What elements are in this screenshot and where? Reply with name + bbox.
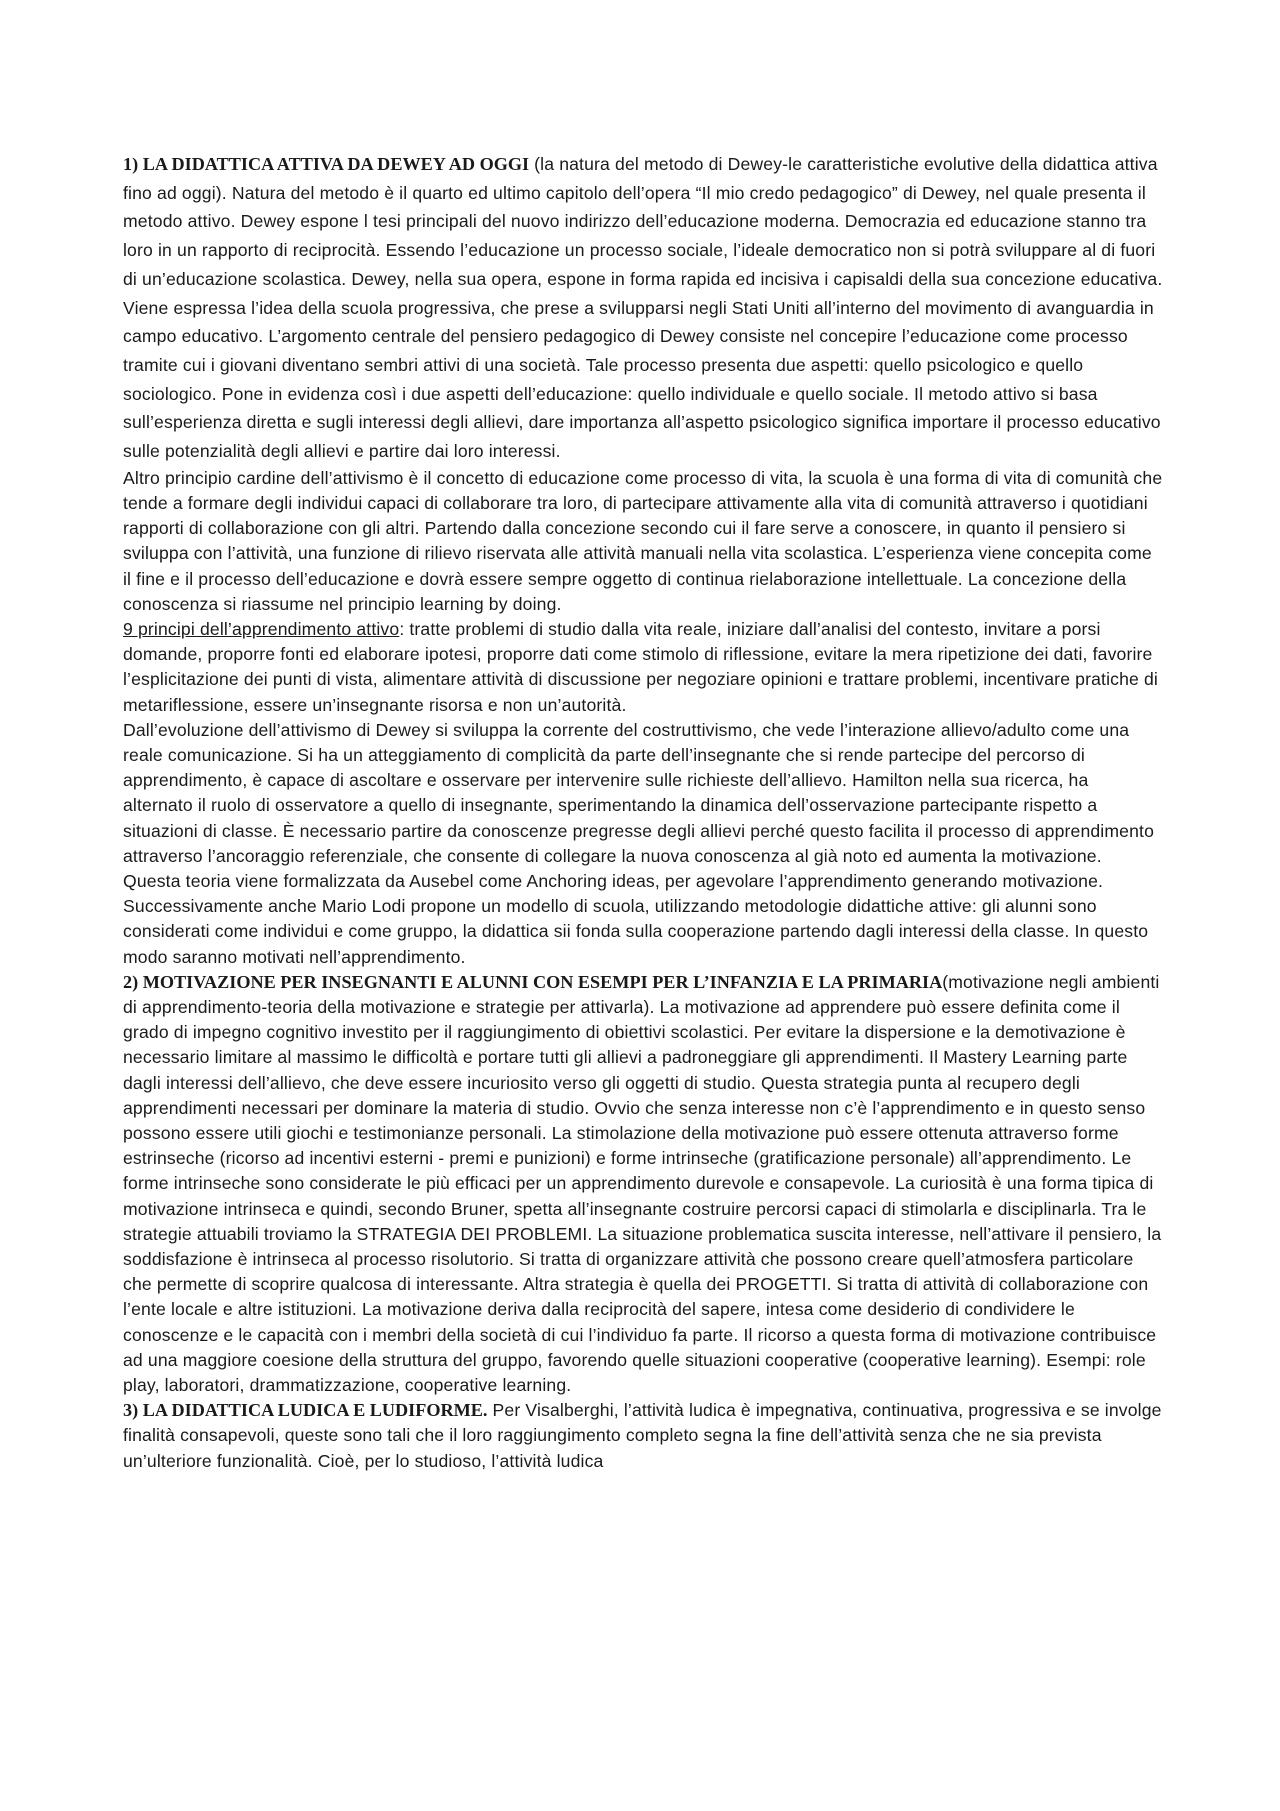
section1-paragraph2: Altro principio cardine dell’attivismo è il concetto di educazione come processo di vita, la scuola è una forma di vita di comunità che tende a formare degli individui capaci di collaborare tra loro, di partecipare attivamente alla vita di comunità attraverso i quotidiani rapporti di collaborazione con gli altri. Partendo dalla concezione secondo cui il fare serve a conoscere, in quanto il pensiero si sviluppa con l’attività, una funzione di rilievo riservata alle attività manuali nella vita scolastica. L’esperienza viene concepita come il fine e il processo dell’educazione e dovrà essere sempre oggetto di continua rielaborazione intellettuale. La concezione della conoscenza si riassume nel principio learning by doing. [123,467,1163,614]
principles-label: 9 principi dell’apprendimento attivo [123,618,400,639]
section3-heading: 3) LA DIDATTICA LUDICA E LUDIFORME. [123,1400,488,1421]
section1-heading: 1) LA DIDATTICA ATTIVA DA DEWEY AD OGGI [123,154,530,174]
section2-heading: 2) MOTIVAZIONE PER INSEGNANTI E ALUNNI CON ESEMPI PER L’INFANZIA E LA PRIMARIA [123,971,943,992]
section1-principles-paragraph [123,617,1163,718]
section2-paragraph [123,970,1163,1398]
section1-paragraph4: Dall’evoluzione dell’attivismo di Dewey si sviluppa la corrente del costruttivismo, che vede l’interazione allievo/adulto come una reale comunicazione. Si ha un atteggiamento di complicità da parte dell’insegnante che si rende partecipe del percorso di apprendimento, è capace di ascoltare e osservare per intervenire sulle richieste dell’allievo. Hamilton nella sua ricerca, ha alternato il ruolo di osservatore a quello di insegnante, sperimentando la dinamica dell’osservazione partecipante rispetto a situazioni di classe. È necessario partire da conoscenze pregresse degli allievi perché questo facilita il processo di apprendimento attraverso l’ancoraggio referenziale, che consente di collegare la nuova conoscenza al già noto ed aumenta la motivazione. Questa teoria viene formalizzata da Ausebel come Anchoring ideas, per agevolare l’apprendimento generando motivazione. Successivamente anche Mario Lodi propone un modello di scuola, utilizzando metodologie didattiche attive: gli alunni sono considerati come individui e come gruppo, la didattica sii fonda sulla cooperazione partendo dagli interessi della classe. In questo modo saranno motivati nell’apprendimento. [123,719,1155,967]
section2-text: (motivazione negli ambienti di apprendimento-teoria della motivazione e strategie per attivarla). La motivazione ad apprendere può essere definita come il grado di impegno cognitivo investito per il raggiungimento di obiettivi scolastici. Per evitare la dispersione e la demotivazione è necessario limitare al massimo le difficoltà e portare tutti gli allievi a padroneggiare gli apprendimenti. Il Mastery Learning parte dagli interessi dell’allievo, che deve essere incuriosito verso gli oggetti di studio. Questa strategia punta al recupero degli apprendimenti necessari per dominare la materia di studio. Ovvio che senza interesse non c’è l’apprendimento e in questo senso possono essere utili giochi e testimonianze personali. La stimolazione della motivazione può essere ottenuta attraverso forme estrinseche (ricorso ad incentivi esterni - premi e punizioni) e forme intrinseche (gratificazione personale) all’apprendimento. Le forme intrinseche sono considerate le più efficaci per un apprendimento durevole e consapevole. La curiosità è una forma tipica di motivazione intrinseca e quindi, secondo Bruner, spetta all’insegnante costruire percorsi capaci di stimolarla e disciplinarla. Tra le strategie attuabili troviamo la STRATEGIA DEI PROBLEMI. La situazione problematica suscita interesse, nell’attivare il pensiero, la soddisfazione è intrinseca al processo risolutorio. Si tratta di organizzare attività che possono creare quell’atmosfera particolare che permette di scoprire qualcosa di interessante. Altra strategia è quella dei PROGETTI. Si tratta di attività di collaborazione con l’ente locale e altre istituzioni. La motivazione deriva dalla reciprocità del sapere, intesa come desiderio di condividere le conoscenze e le capacità con i membri della società di cui l’individuo fa parte. Il ricorso a questa forma di motivazione contribuisce ad una maggiore coesione della struttura del gruppo, favorendo quelle situazioni cooperative (cooperative learning). Esempi: role play, laboratori, drammatizzazione, cooperative learning. [123,971,1162,1396]
section3-paragraph [123,1398,1163,1474]
section1-intro-text: (la natura del metodo di Dewey-le caratteristiche evolutive della didattica attiva fino ad oggi). Natura del metodo è il quarto ed ultimo capitolo dell’opera “Il mio credo pedagogico” di Dewey, nel quale presenta il metodo attivo. Dewey espone l tesi principali del nuovo indirizzo dell’educazione moderna. Democrazia ed educazione stanno tra loro in un rapporto di reciprocità. Essendo l’educazione un processo sociale, l’ideale democratico non si potrà sviluppare al di fuori di un’educazione scolastica. Dewey, nella sua opera, espone in forma rapida ed incisiva i capisaldi della sua concezione educativa. Viene espressa l’idea della scuola progressiva, che prese a svilupparsi negli Stati Uniti all’interno del movimento di avanguardia in campo educativo. L’argomento centrale del pensiero pedagogico di Dewey consiste nel concepire l’educazione come processo tramite cui i giovani diventano sembri attivi di una società. Tale processo presenta due aspetti: quello psicologico e quello sociologico. Pone in evidenza così i due aspetti dell’educazione: quello individuale e quello sociale. Il metodo attivo si basa sull’esperienza diretta e sugli interessi degli allievi, dare importanza all’aspetto psicologico significa importare il processo educativo sulle potenzialità degli allievi e partire dai loro interessi. [123,154,1163,462]
document-body [123,150,1163,1474]
principles-text: : tratte problemi di studio dalla vita reale, iniziare dall’analisi del contesto, invitare a porsi domande, proporre fonti ed elaborare ipotesi, proporre dati come stimolo di riflessione, evitare la mera ripetizione dei dati, favorire l’esplicitazione dei punti di vista, alimentare attività di discussione per negoziare opinioni e trattare problemi, incentivare pratiche di metariflessione, essere un’insegnante risorsa e non un’autorità. [123,618,1158,715]
section3-text: Per Visalberghi, l’attività ludica è impegnativa, continuativa, progressiva e se involge finalità consapevoli, queste sono tali che il loro raggiungimento completo segna la fine dell’attività senza che ne sia prevista un’ulteriore funzionalità. Cioè, per lo studioso, l’attività ludica [123,1400,1162,1471]
section1-intro-paragraph [123,150,1163,466]
